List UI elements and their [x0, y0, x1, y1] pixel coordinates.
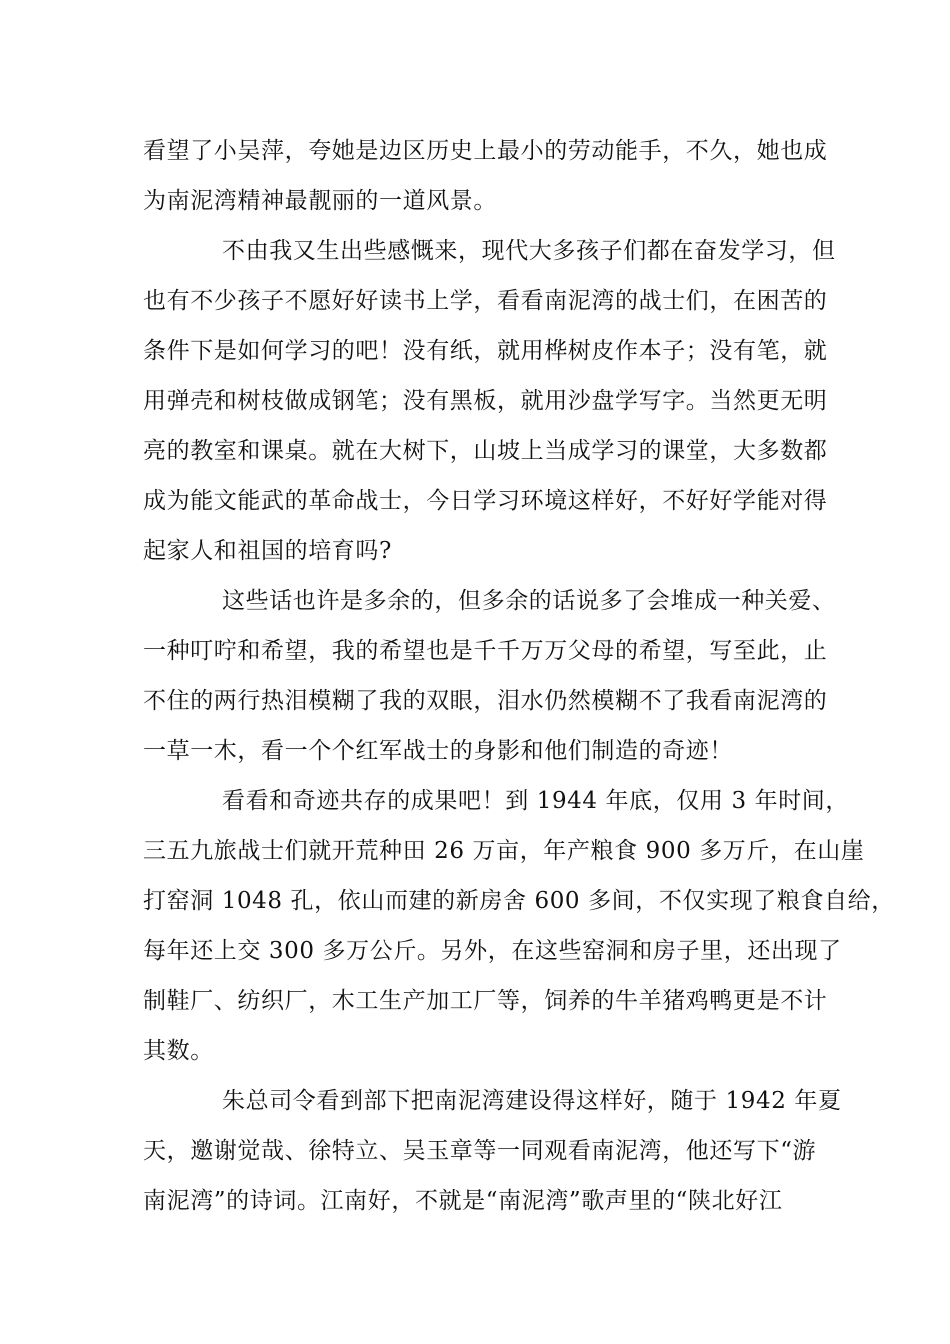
text-line: 看望了小吴萍，夸她是边区历史上最小的劳动能手，不久，她也成	[143, 138, 828, 164]
paragraph-start-line: 这些话也许是多余的，但多余的话说多了会堆成一种关爱、	[222, 588, 836, 614]
text-line: 为南泥湾精神最靓丽的一道风景。	[143, 188, 497, 214]
text-line: 打窑洞 1048 孔，依山而建的新房舍 600 多间，不仅实现了粮食自给，	[143, 888, 895, 914]
text-line: 三五九旅战士们就开荒种田 26 万亩，年产粮食 900 多万斤，在山崖	[143, 838, 865, 864]
text-line: 制鞋厂、纺织厂，木工生产加工厂等，饲养的牛羊猪鸡鸭更是不计	[143, 988, 828, 1014]
text-line: 不住的两行热泪模糊了我的双眼，泪水仍然模糊不了我看南泥湾的	[143, 688, 828, 714]
text-line: 一草一木，看一个个红军战士的身影和他们制造的奇迹！	[143, 738, 733, 764]
text-line: 条件下是如何学习的吧！没有纸，就用桦树皮作本子；没有笔，就	[143, 338, 828, 364]
text-line: 其数。	[143, 1038, 214, 1064]
paragraph-start-line: 朱总司令看到部下把南泥湾建设得这样好，随于 1942 年夏	[222, 1088, 842, 1114]
text-line: 南泥湾”的诗词。江南好，不就是“南泥湾”歌声里的“陕北好江	[143, 1188, 783, 1214]
text-line: 也有不少孩子不愿好好读书上学，看看南泥湾的战士们，在困苦的	[143, 288, 828, 314]
text-line: 用弹壳和树枝做成钢笔；没有黑板，就用沙盘学写字。当然更无明	[143, 388, 828, 414]
text-line: 天，邀谢觉哉、徐特立、吴玉章等一同观看南泥湾，他还写下“游	[143, 1138, 817, 1164]
text-line: 起家人和祖国的培育吗?	[143, 538, 392, 564]
text-line: 每年还上交 300 多万公斤。另外，在这些窑洞和房子里，还出现了	[143, 938, 842, 964]
paragraph-start-line: 看看和奇迹共存的成果吧！到 1944 年底，仅用 3 年时间，	[222, 788, 850, 814]
text-line: 一种叮咛和希望，我的希望也是千千万万父母的希望，写至此，止	[143, 638, 828, 664]
paragraph-start-line: 不由我又生出些感慨来，现代大多孩子们都在奋发学习，但	[222, 238, 836, 264]
text-line: 成为能文能武的革命战士，今日学习环境这样好，不好好学能对得	[143, 488, 828, 514]
text-line: 亮的教室和课桌。就在大树下，山坡上当成学习的课堂，大多数都	[143, 438, 828, 464]
